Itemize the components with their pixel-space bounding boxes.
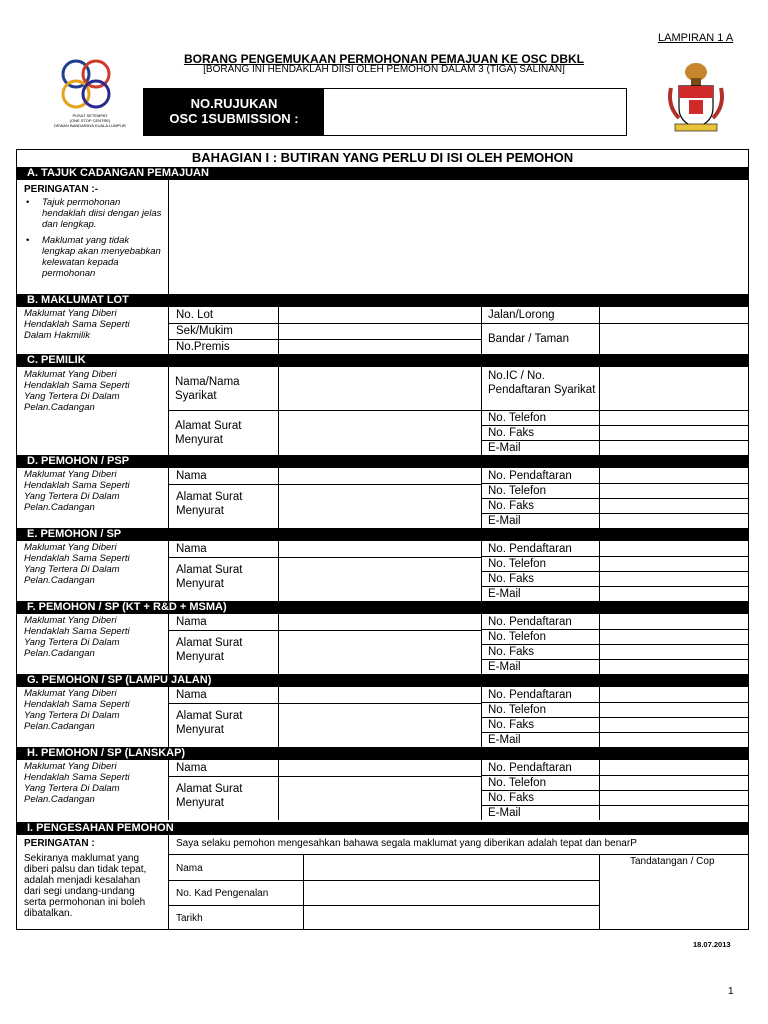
note-line: Maklumat Yang Diberi xyxy=(24,688,117,699)
premis-label: No.Premis xyxy=(176,341,230,353)
note-line: Yang Tertera Di Dalam xyxy=(24,391,120,402)
applicant-field-label: No. Pendaftaran xyxy=(488,470,572,482)
signature-label: Tandatangan / Cop xyxy=(630,856,715,867)
section-e-bar: E. PEMOHON / SP xyxy=(17,528,748,541)
note-line: Maklumat Yang Diberi xyxy=(24,469,117,480)
lot-no-label: No. Lot xyxy=(176,309,214,321)
section-d-note xyxy=(24,469,164,513)
confirm-ic-label: No. Kad Pengenalan xyxy=(176,888,269,899)
reference-label-line2: OSC 1SUBMISSION : xyxy=(169,111,299,126)
owner-fax-label: No. Faks xyxy=(488,427,535,439)
section-c-bar: C. PEMILIK xyxy=(17,354,748,367)
note-line: Maklumat Yang Diberi xyxy=(24,542,117,553)
owner-ic-label: No.IC / No. Pendaftaran Syarikat xyxy=(488,370,596,396)
section-g-bar: G. PEMOHON / SP (LAMPU JALAN) xyxy=(17,674,748,687)
note-line: Pelan.Cadangan xyxy=(24,502,95,513)
reference-input[interactable] xyxy=(325,89,625,135)
applicant-field-label: No. Pendaftaran xyxy=(488,689,572,701)
logo-text-3: DEWAN BANDARAYA KUALA LUMPUR xyxy=(54,123,126,128)
note-line: Yang Tertera Di Dalam xyxy=(24,710,120,721)
note-line: Maklumat Yang Diberi xyxy=(24,761,117,772)
section-f-note xyxy=(24,615,164,659)
reference-label-line1: NO.RUJUKAN xyxy=(190,96,278,111)
page-number: 1 xyxy=(728,986,734,997)
section-b-bar: B. MAKLUMAT LOT xyxy=(17,294,748,307)
bandar-label: Bandar / Taman xyxy=(488,333,569,345)
owner-phone-label: No. Telefon xyxy=(488,412,546,424)
note-line: Hendaklah Sama Seperti xyxy=(24,380,130,391)
applicant-field-label: No. Telefon xyxy=(488,631,546,643)
form-title: BORANG PENGEMUKAAN PERMOHONAN PEMAJUAN KE OSC DBKL xyxy=(183,52,585,66)
applicant-field-label: E-Mail xyxy=(488,807,521,819)
logo-text-1: PUSAT SETEMPAT xyxy=(72,113,108,118)
applicant-name-label: Nama xyxy=(176,543,207,555)
applicant-field-label: No. Pendaftaran xyxy=(488,543,572,555)
applicant-field-label: No. Telefon xyxy=(488,485,546,497)
confirm-date-label: Tarikh xyxy=(176,913,203,924)
column-line xyxy=(168,541,169,601)
applicant-field-label: No. Faks xyxy=(488,573,535,585)
section-i-warning-label: PERINGATAN : xyxy=(24,838,95,849)
section-h-bar: H. PEMOHON / SP (LANSKAP) xyxy=(17,747,748,760)
applicant-name-label: Nama xyxy=(176,762,207,774)
note-line: Pelan.Cadangan xyxy=(24,721,95,732)
section-a-warning-label: PERINGATAN :- xyxy=(24,184,99,195)
confirm-ic-input[interactable] xyxy=(304,881,598,904)
applicant-input[interactable] xyxy=(279,688,480,746)
note-line: Pelan.Cadangan xyxy=(24,648,95,659)
note-line: Maklumat Yang Diberi xyxy=(24,308,117,319)
dbkl-crest xyxy=(665,58,727,136)
applicant-field-label: No. Pendaftaran xyxy=(488,762,572,774)
bullet-item: • Tajuk permohonan hendaklah diisi dengan jelas dan lengkap. xyxy=(24,197,164,230)
applicant-name-label: Nama xyxy=(176,689,207,701)
applicant-contact-input[interactable] xyxy=(600,542,747,600)
section-a-bullets xyxy=(24,197,164,284)
osc-logo xyxy=(46,56,134,132)
note-line: Pelan.Cadangan xyxy=(24,794,95,805)
signature-area[interactable] xyxy=(600,868,747,929)
column-line xyxy=(168,468,169,528)
owner-email-label: E-Mail xyxy=(488,442,521,454)
note-line: Yang Tertera Di Dalam xyxy=(24,491,120,502)
section-e-note xyxy=(24,542,164,586)
main-section-title: BAHAGIAN I : BUTIRAN YANG PERLU DI ISI OLEH PEMOHON xyxy=(191,150,574,165)
note-line: Maklumat Yang Diberi xyxy=(24,369,117,380)
applicant-field-label: No. Faks xyxy=(488,646,535,658)
project-title-input[interactable] xyxy=(169,181,748,293)
note-line: Yang Tertera Di Dalam xyxy=(24,783,120,794)
applicant-field-label: No. Telefon xyxy=(488,558,546,570)
applicant-field-label: No. Telefon xyxy=(488,777,546,789)
column-line xyxy=(168,760,169,820)
column-line xyxy=(168,687,169,747)
note-line: Hendaklah Sama Seperti xyxy=(24,480,130,491)
section-f-bar: F. PEMOHON / SP (KT + R&D + MSMA) xyxy=(17,601,748,614)
declaration-text: Saya selaku pemohon mengesahkan bahawa segala maklumat yang diberikan adalah tepat dan benarP xyxy=(176,838,637,849)
note-line: Yang Tertera Di Dalam xyxy=(24,564,120,575)
applicant-input[interactable] xyxy=(279,761,480,819)
applicant-input[interactable] xyxy=(279,615,480,673)
note-line: Hendaklah Sama Seperti xyxy=(24,772,130,783)
section-g-note xyxy=(24,688,164,732)
applicant-field-label: E-Mail xyxy=(488,588,521,600)
crest-icon xyxy=(665,58,727,136)
applicant-field-label: E-Mail xyxy=(488,734,521,746)
section-i-bar: I. PENGESAHAN PEMOHON xyxy=(17,822,748,835)
owner-name-label: Nama/Nama Syarikat xyxy=(175,376,240,402)
applicant-contact-input[interactable] xyxy=(600,469,747,527)
section-c-note xyxy=(24,369,164,413)
confirm-name-input[interactable] xyxy=(304,855,598,879)
applicant-address-label: Alamat Surat Menyurat xyxy=(176,783,243,809)
applicant-field-label: No. Faks xyxy=(488,792,535,804)
applicant-address-label: Alamat Surat Menyurat xyxy=(176,564,243,590)
confirm-date-input[interactable] xyxy=(304,906,598,929)
applicant-address-label: Alamat Surat Menyurat xyxy=(176,491,243,517)
confirm-name-label: Nama xyxy=(176,863,203,874)
applicant-contact-input[interactable] xyxy=(600,615,747,673)
section-h-note xyxy=(24,761,164,805)
note-line: Pelan.Cadangan xyxy=(24,575,95,586)
applicant-address-label: Alamat Surat Menyurat xyxy=(176,710,243,736)
applicant-name-label: Nama xyxy=(176,616,207,628)
note-line: Hendaklah Sama Seperti xyxy=(24,626,130,637)
form-subtitle: [BORANG INI HENDAKLAH DIISI OLEH PEMOHON DALAM 3 (TIGA) SALINAN] xyxy=(203,64,565,75)
column-line xyxy=(168,614,169,674)
bullet-item: • Maklumat yang tidak lengkap akan menyebabkan kelewatan kepada permohonan xyxy=(24,235,164,279)
reference-label xyxy=(144,89,324,135)
applicant-field-label: No. Telefon xyxy=(488,704,546,716)
applicant-field-label: E-Mail xyxy=(488,515,521,527)
owner-address-label: Alamat Surat Menyurat xyxy=(175,420,242,446)
note-line: Pelan.Cadangan xyxy=(24,402,95,413)
applicant-input[interactable] xyxy=(279,542,480,600)
applicant-field-label: No. Pendaftaran xyxy=(488,616,572,628)
applicant-field-label: No. Faks xyxy=(488,500,535,512)
section-d-bar: D. PEMOHON / PSP xyxy=(17,455,748,468)
note-line: Hendaklah Sama Seperti xyxy=(24,699,130,710)
applicant-input[interactable] xyxy=(279,469,480,527)
reference-box xyxy=(143,88,627,136)
mukim-label: Sek/Mukim xyxy=(176,325,233,337)
lampiran-label: LAMPIRAN 1 A xyxy=(658,32,734,44)
applicant-contact-input[interactable] xyxy=(600,761,747,819)
applicant-contact-input[interactable] xyxy=(600,688,747,746)
logo-text-2: (ONE STOP CENTRE) xyxy=(69,118,111,123)
section-b-note xyxy=(24,308,164,341)
note-line: Hendaklah Sama Seperti xyxy=(24,319,130,330)
section-a-bar: A. TAJUK CADANGAN PEMAJUAN xyxy=(17,167,748,180)
note-line: Maklumat Yang Diberi xyxy=(24,615,117,626)
applicant-address-label: Alamat Surat Menyurat xyxy=(176,637,243,663)
note-line: Hendaklah Sama Seperti xyxy=(24,553,130,564)
revision-date: 18.07.2013 xyxy=(693,940,731,949)
applicant-name-label: Nama xyxy=(176,470,207,482)
note-line: Yang Tertera Di Dalam xyxy=(24,637,120,648)
jalan-label: Jalan/Lorong xyxy=(488,309,555,321)
applicant-field-label: E-Mail xyxy=(488,661,521,673)
note-line: Dalam Hakmilik xyxy=(24,330,90,341)
applicant-field-label: No. Faks xyxy=(488,719,535,731)
section-i-warning-text: Sekiranya maklumat yang diberi palsu dan tidak tepat, adalah menjadi kesalahan dari segi undang-undang serta permohonan ini boleh dibatalkan. xyxy=(24,853,147,919)
